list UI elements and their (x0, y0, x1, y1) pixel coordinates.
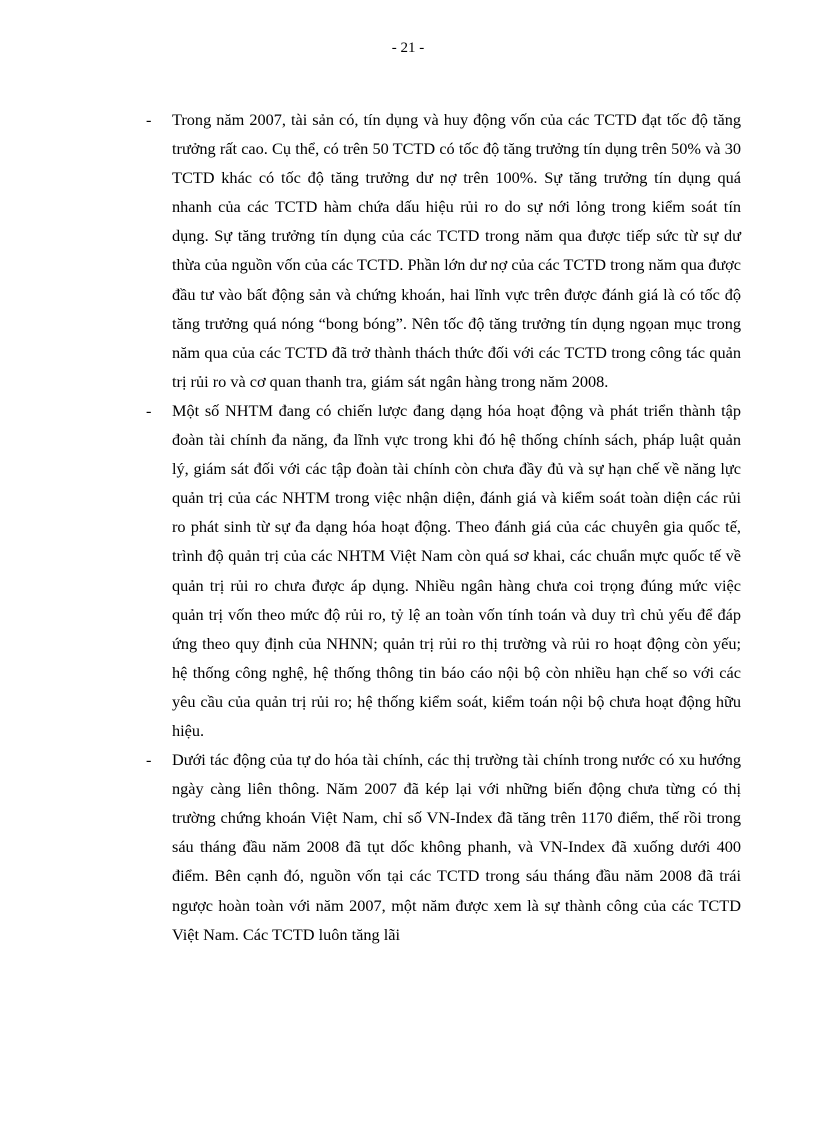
bullet-text: Một số NHTM đang có chiến lược đang dạng hóa hoạt động và phát triển thành tập đoàn tài chính đa năng, đa lĩnh vực trong khi đó hệ thống chính sách, pháp luật quản lý, giám sát đối với các tập đoàn tài chính còn chưa đầy đủ và sự hạn chế về năng lực quản trị của các NHTM trong việc nhận diện, đánh giá và kiểm soát toàn diện các rủi ro phát sinh từ sự đa dạng hóa hoạt động. Theo đánh giá của các chuyên gia quốc tế, trình độ quản trị của các NHTM Việt Nam còn quá sơ khai, các chuẩn mực quốc tế về quản trị rủi ro chưa được áp dụng. Nhiều ngân hàng chưa coi trọng đúng mức việc quản trị vốn theo mức độ rủi ro, tỷ lệ an toàn vốn tính toán và duy trì chủ yếu để đáp ứng theo quy định của NHNN; quản trị rủi ro thị trường và rủi ro hoạt động còn yếu; hệ thống công nghệ, hệ thống thông tin báo cáo nội bộ còn nhiều hạn chế so với các yêu cầu của quản trị rủi ro; hệ thống kiểm soát, kiểm toán nội bộ chưa hoạt động hữu hiệu. (172, 400, 741, 740)
page-number: - 21 - (391, 40, 425, 56)
bullet-text: Trong năm 2007, tài sản có, tín dụng và huy động vốn của các TCTD đạt tốc độ tăng trưởng rất cao. Cụ thể, có trên 50 TCTD có tốc độ tăng trưởng tín dụng trên 50% và 30 TCTD khác có tốc độ tăng trưởng dư nợ trên 100%. Sự tăng trưởng tín dụng quá nhanh của các TCTD hàm chứa dấu hiệu rủi ro do sự nới lỏng trong kiểm soát tín dụng. Sự tăng trưởng tín dụng của các TCTD trong năm qua được tiếp sức từ sự dư thừa của nguồn vốn của các TCTD. Phần lớn dư nợ của các TCTD trong năm qua được đầu tư vào bất động sản và chứng khoán, hai lĩnh vực trên được đánh giá là có tốc độ tăng trưởng quá nóng “bong bóng”. Nên tốc độ tăng trưởng tín dụng ngọan mục trong năm qua của các TCTD đã trở thành thách thức đối với các TCTD trong công tác quản trị rủi ro và cơ quan thanh tra, giám sát ngân hàng trong năm 2008. (172, 110, 741, 391)
bullet-item-3 (146, 745, 741, 949)
bullet-item-1 (146, 105, 741, 396)
bullet-marker: - (146, 110, 152, 129)
bullet-marker: - (146, 750, 152, 770)
bullet-item-2 (146, 396, 741, 745)
bullet-list (146, 105, 741, 949)
bullet-text: Dưới tác động của tự do hóa tài chính, các thị trường tài chính trong nước có xu hướng ngày càng liên thông. Năm 2007 đã kép lại với những biến động chưa từng có thị trường chứng khoán Việt Nam, chỉ số VN-Index đã tăng trên 1170 điểm, thế rồi trong sáu tháng đầu năm 2008 đã tụt dốc không phanh, và VN-Index đã xuống dưới 400 điểm. Bên cạnh đó, nguồn vốn tại các TCTD trong sáu tháng đầu năm 2008 đã trái ngược hoàn toàn với năm 2007, một năm được xem là sự thành công của các TCTD Việt Nam. Các TCTD luôn tăng lãi (172, 750, 741, 944)
bullet-marker: - (146, 400, 152, 420)
